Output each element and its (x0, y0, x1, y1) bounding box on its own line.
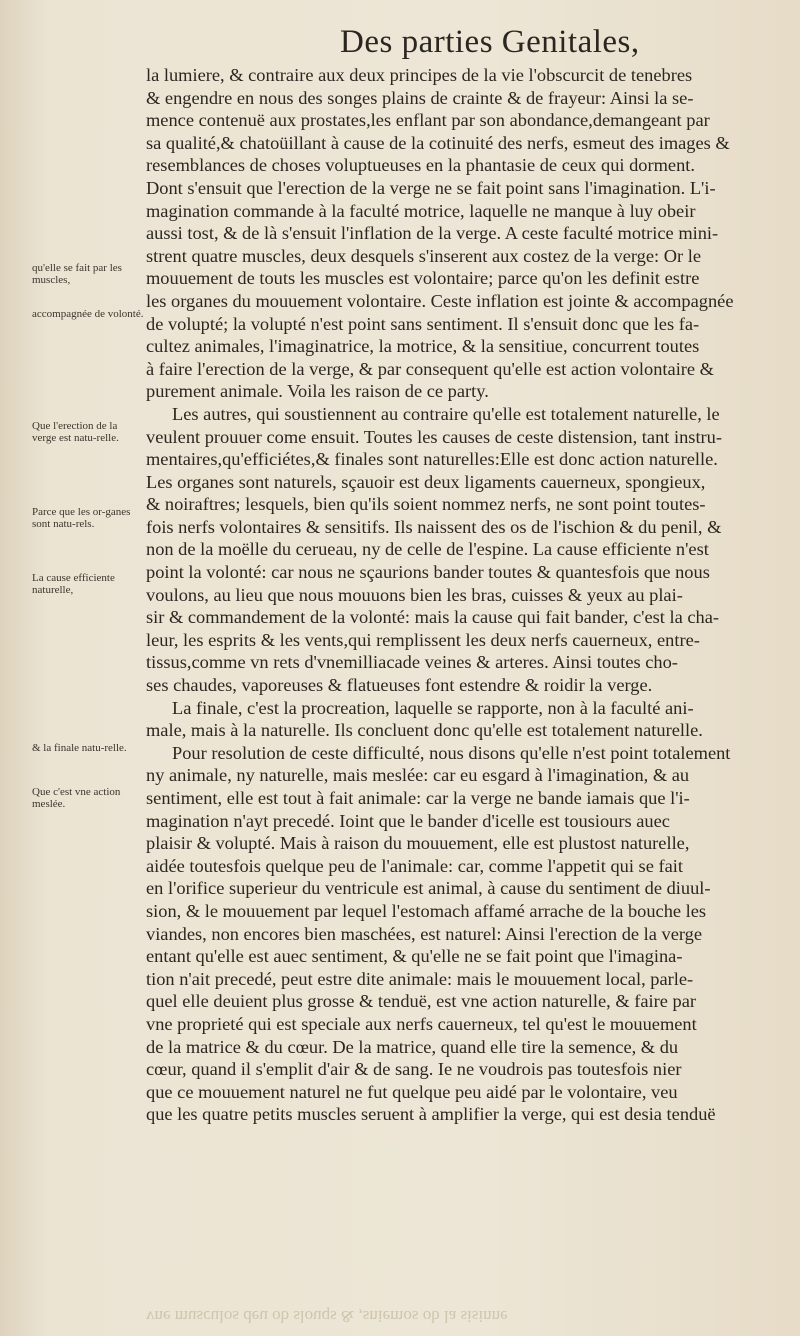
text-line: mouuement de touts les muscles est volontaire; parce qu'on les definit estre (146, 268, 700, 289)
text-line: les organes du mouuement volontaire. Ceste inflation est jointe & accompagnée (146, 290, 734, 311)
text-line: entant qu'elle est auec sentiment, & qu'elle ne se fait point que l'imagina- (146, 946, 683, 967)
text-line: mence contenuë aux prostates,les enflant par son abondance,demangeant par (146, 110, 710, 131)
text-line: Les organes sont naturels, sçauoir est deux ligaments cauerneux, spongieux, (146, 471, 706, 492)
text-line: voulons, au lieu que nous mouuons bien les bras, cuisses & yeux au plai- (146, 584, 683, 605)
text-line: que ce mouuement naturel ne fut quelque peu aidé par le volontaire, veu (146, 1081, 678, 1102)
text-line: magination n'ayt precedé. Ioint que le bander d'icelle est tousiours auec (146, 810, 670, 831)
text-line: tissus,comme vn rets d'vnemilliacade veines & arteres. Ainsi toutes cho- (146, 652, 678, 673)
text-line: Les autres, qui soustiennent au contraire qu'elle est totalement naturelle, le (172, 403, 720, 424)
margin-note: La cause efficiente naturelle, (32, 572, 115, 596)
text-line: fois nerfs volontaires & sensitifs. Ils naissent des os de l'ischion & du penil, & (146, 516, 722, 537)
bleed-through-text: vne musculos deu ob slouqs & ,sniemos ob la sisinne (146, 1307, 508, 1326)
running-head: Des parties Genitales, (340, 24, 640, 60)
text-line: Pour resolution de ceste difficulté, nous disons qu'elle n'est point totalement (172, 742, 731, 763)
text-line: resemblances de choses voluptueuses en la phantasie de ceux qui dorment. (146, 155, 695, 176)
text-line: leur, les esprits & les vents,qui remplissent les deux nerfs cauerneux, entre- (146, 629, 700, 650)
text-line: non de la moëlle du cerueau, ny de celle de l'espine. La cause efficiente n'est (146, 539, 709, 560)
text-line: vne proprieté qui est speciale aux nerfs cauerneux, tel qu'est le mouuement (146, 1013, 697, 1034)
margin-note: Parce que les or-ganes sont natu-rels. (32, 506, 131, 530)
margin-note: qu'elle se fait par les muscles, (32, 262, 122, 286)
text-line: magination commande à la faculté motrice, laquelle ne manque à luy obeir (146, 200, 696, 221)
body-text (146, 64, 792, 1126)
text-line: viandes, non encores bien maschées, est naturel: Ainsi l'erection de la verge (146, 923, 703, 944)
text-line: sion, & le mouuement par lequel l'estomach affamé arrache de la bouche les (146, 900, 707, 921)
text-line: & engendre en nous des songes plains de crainte & de frayeur: Ainsi la se- (146, 87, 694, 108)
text-line: male, mais à la naturelle. Ils concluent donc qu'elle est totalement naturelle. (146, 720, 703, 741)
text-line: de volupté; la volupté n'est point sans sentiment. Il s'ensuit donc que les fa- (146, 313, 700, 334)
text-line: sir & commandement de la volonté: mais la cause qui fait bander, c'est la cha- (146, 607, 719, 628)
text-line: tion n'ait precedé, peut estre dite animale: mais le mouuement local, parle- (146, 968, 694, 989)
text-line: point la volonté: car nous ne sçaurions bander toutes & quantesfois que nous (146, 562, 710, 583)
text-line: plaisir & volupté. Mais à raison du mouuement, elle est plustost naturelle, (146, 833, 690, 854)
text-line: ses chaudes, vaporeuses & flatueuses font estendre & roidir la verge. (146, 675, 653, 696)
text-line: aidée toutesfois quelque peu de l'animale: car, comme l'appetit qui se fait (146, 855, 683, 876)
text-line: sentiment, elle est tout à fait animale: car la verge ne bande iamais que l'i- (146, 788, 690, 808)
text-line: & noiraftres; lesquels, bien qu'ils soient nommez nerfs, ne sont point toutes- (146, 494, 706, 515)
text-line: mentaires,qu'efficiétes,& finales sont naturelles:Elle est donc action naturelle. (146, 449, 718, 470)
text-line: quel elle deuient plus grosse & tenduë, est vne action naturelle, & faire par (146, 991, 696, 1012)
text-line: à faire l'erection de la verge, & par consequent qu'elle est action volontaire & (146, 358, 714, 379)
text-line: que les quatre petits muscles seruent à amplifier la verge, qui est desia tenduë (146, 1104, 716, 1125)
margin-note: Que c'est vne action meslée. (32, 786, 121, 810)
margin-note: & la finale natu-relle. (32, 742, 127, 754)
text-line: purement animale. Voila les raison de ce party. (146, 381, 489, 402)
text-line: strent quatre muscles, deux desquels s'inserent aux costez de la verge: Or le (146, 245, 702, 266)
margin-note: accompagnée de volonté. (32, 308, 144, 320)
text-line: Dont s'ensuit que l'erection de la verge ne se fait point sans l'imagination. L'i- (146, 177, 716, 198)
text-line: cultez animales, l'imaginatrice, la motrice, & la sensitiue, concurrent toutes (146, 336, 700, 357)
text-line: aussi tost, & de là s'ensuit l'inflation de la verge. A ceste faculté motrice mini- (146, 223, 719, 244)
text-line: sa qualité,& chatoüillant à cause de la cotinuité des nerfs, esmeut des images & (146, 132, 730, 153)
text-line: cœur, quand il s'emplit d'air & de sang. Ie ne voudrois pas toutesfois nier (146, 1059, 682, 1080)
text-line: ny animale, ny naturelle, mais meslée: car eu esgard à l'imagination, & au (146, 765, 690, 786)
text-line: en l'orifice superieur du ventricule est animal, à cause du sentiment de diuul- (146, 878, 711, 899)
text-line: La finale, c'est la procreation, laquelle se rapporte, non à la faculté ani- (172, 697, 694, 718)
text-line: la lumiere, & contraire aux deux principes de la vie l'obscurcit de tenebres (146, 65, 693, 85)
margin-note: Que l'erection de la verge est natu-relle. (32, 420, 119, 444)
text-line: veulent prouuer come ensuit. Toutes les causes de ceste distension, tant instru- (146, 426, 722, 447)
text-line: de la matrice & du cœur. De la matrice, quand elle tire la semence, & du (146, 1036, 679, 1057)
